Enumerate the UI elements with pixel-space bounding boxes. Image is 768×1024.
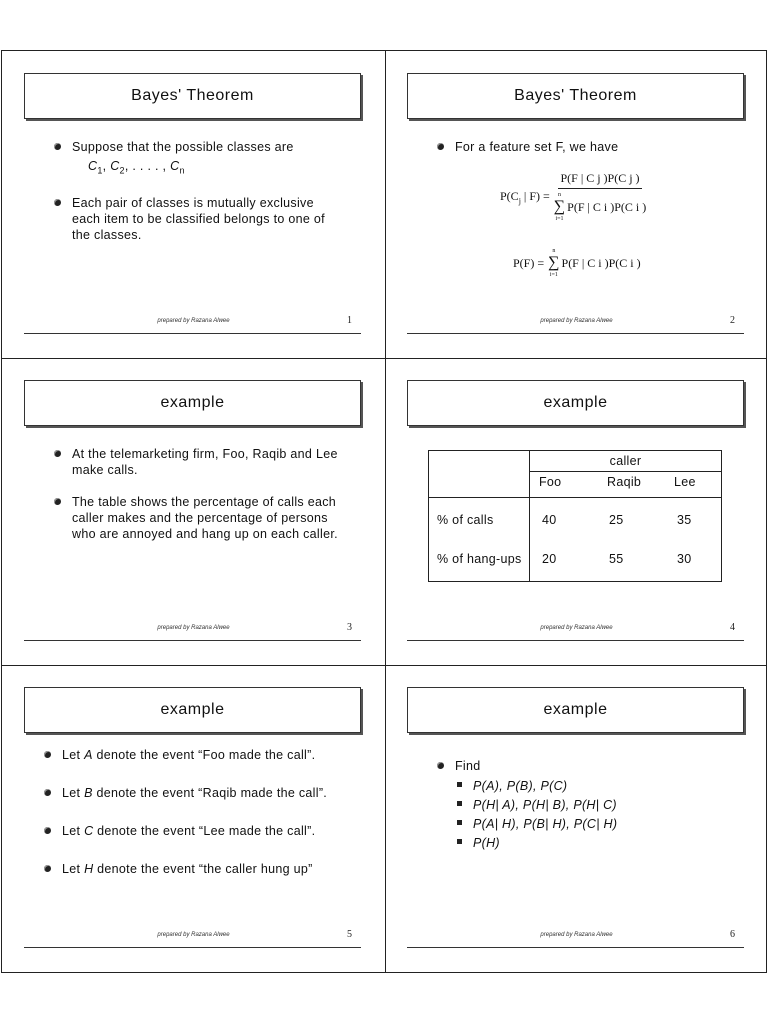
slide-title: example [24,380,361,426]
slide-title: example [407,380,744,426]
bullet-text: Find [455,759,481,773]
slide-title: example [24,687,361,733]
square-bullet-icon [457,801,462,806]
bullet-item: Let A denote the event “Foo made the call”. [44,747,344,763]
table-cell: 55 [609,552,624,566]
bullet-icon [437,762,444,769]
sub-bullet-list [455,778,727,851]
bullet-icon [44,827,51,834]
slide-3 [2,358,385,665]
page-number: 4 [730,622,735,633]
sub-bullet-item: P(A), P(B), P(C) [455,778,727,794]
formula-denominator: n ∑ i=1 P(F | C i )P(C i ) [553,192,647,222]
bullet-icon [54,450,61,457]
slide-title: example [407,687,744,733]
table-cell: 30 [677,552,692,566]
bullet-list [54,446,344,558]
bullet-icon [44,751,51,758]
slide-title: Bayes' Theorem [407,73,744,119]
footer-rule [407,947,744,948]
bullet-item [54,446,344,478]
page-number: 2 [730,315,735,326]
row-label: % of calls [437,513,494,527]
footer-rule [407,333,744,334]
caller-header: caller [609,454,642,468]
sigma-icon: n ∑ i=1 [553,192,566,222]
bullet-text: At the telemarketing firm, Foo, Raqib and Lee make calls. [72,447,338,477]
bullet-item [54,195,344,243]
footer-credit: prepared by Razana Alwee [157,625,230,631]
bullet-icon [54,498,61,505]
bullet-item: Let C denote the event “Lee made the call”. [44,823,344,839]
bullet-text: The table shows the percentage of calls each caller makes and the percentage of persons who are annoyed and hang up on each caller. [72,495,338,541]
table-cell: 40 [542,513,557,527]
sub-bullet-item: P(A| H), P(B| H), P(C| H) [455,816,727,832]
bullet-item [437,139,727,155]
bullet-item [437,758,727,851]
square-bullet-icon [457,820,462,825]
table-cell: 20 [542,552,557,566]
square-bullet-icon [457,782,462,787]
slide-5 [2,665,385,972]
footer-credit: prepared by Razana Alwee [540,932,613,938]
bullet-item [54,494,344,542]
slide-4 [385,358,768,665]
bullet-text: For a feature set F, we have [455,140,619,154]
footer-rule [24,947,361,948]
bullet-item [54,139,344,179]
column-header: Raqib [607,475,642,489]
bullet-list [54,139,344,259]
handout-sheet [1,50,767,973]
footer-credit: prepared by Razana Alwee [157,318,230,324]
classes-line: $C_1$, $C_2$, . . . . , $C_n$ [88,159,185,176]
slide-title: Bayes' Theorem [24,73,361,119]
footer-credit: prepared by Razana Alwee [540,318,613,324]
footer-credit: prepared by Razana Alwee [157,932,230,938]
sub-bullet-item: P(H| A), P(H| B), P(H| C) [455,797,727,813]
column-header: Foo [539,475,562,489]
sub-bullet-item: P(H) [455,835,727,851]
total-probability-formula: P(F) = n ∑ i=1 P(F | C i )P(C i ) [513,248,641,278]
page-number: 6 [730,929,735,940]
slide-2 [385,51,768,358]
page-number: 5 [347,929,352,940]
bullet-text: Suppose that the possible classes are [72,140,294,154]
bullet-list [437,139,727,171]
formula-numerator: P(F | C j )P(C j ) [558,171,641,189]
bullet-icon [54,199,61,206]
page-number: 3 [347,622,352,633]
sigma-icon: n ∑ i=1 [548,248,560,278]
footer-rule [407,640,744,641]
footer-rule [24,333,361,334]
slide-1 [2,51,385,358]
bullet-icon [44,789,51,796]
footer-rule [24,640,361,641]
bullet-list [44,747,344,893]
caller-table [428,450,722,582]
square-bullet-icon [457,839,462,844]
bullet-text: Each pair of classes is mutually exclusive each item to be classified belongs to one of the classes. [72,195,325,242]
slide-6 [385,665,768,972]
row-label: % of hang-ups [437,552,522,566]
table-cell: 35 [677,513,692,527]
table-cell: 25 [609,513,624,527]
bullet-item: Let B denote the event “Raqib made the call”. [44,785,344,801]
column-header: Lee [674,475,696,489]
bullet-list [437,758,727,867]
bullet-icon [54,143,61,150]
bullet-icon [44,865,51,872]
bullet-item: Let H denote the event “the caller hung up” [44,861,344,877]
footer-credit: prepared by Razana Alwee [540,625,613,631]
bayes-formula: $P(C_j$ | F) = P(F | C j )P(C j ) n ∑ i=1 P(F | C i )P(C i ) [500,171,647,222]
page-number: 1 [347,315,352,326]
bullet-icon [437,143,444,150]
